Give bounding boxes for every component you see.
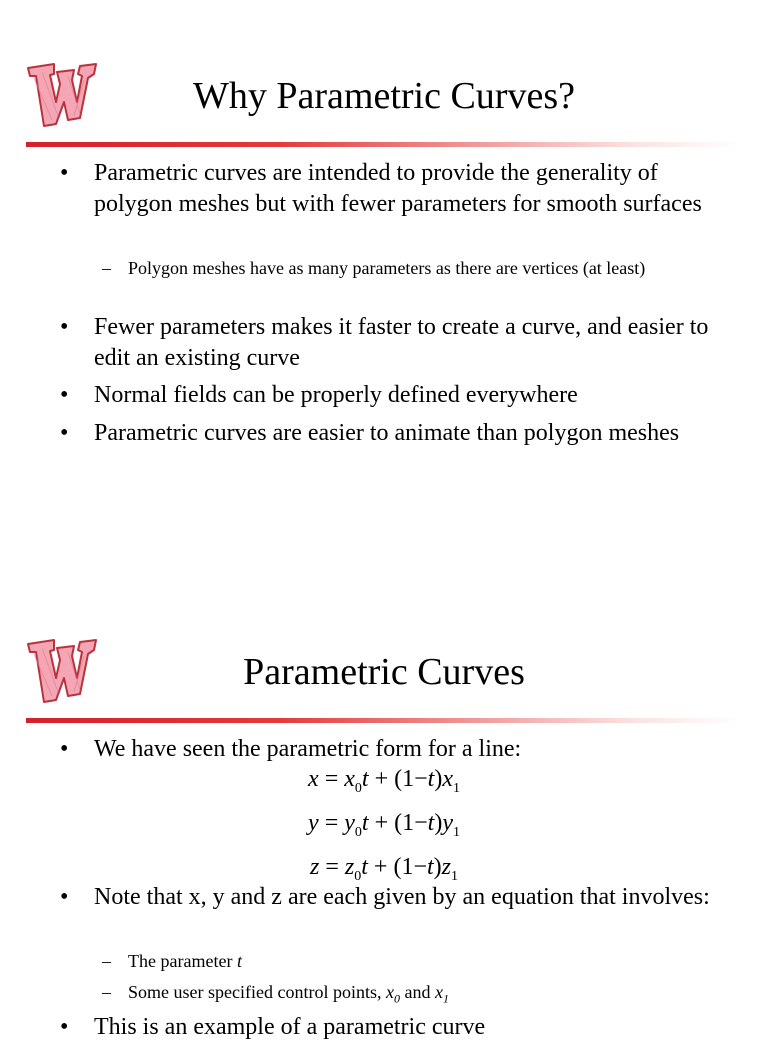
bullet-icon: • (60, 314, 69, 340)
dash-icon: – (102, 258, 111, 278)
title-rule (26, 142, 742, 147)
sub-bullet-text: The parameter t (128, 951, 242, 971)
bullet-text: Parametric curves are easier to animate than polygon meshes (94, 420, 680, 446)
bullet-text: Note that x, y and z are each given by an equation that involves: (94, 884, 710, 910)
bullet-text: Parametric curves are intended to provide the generality of polygon meshes but with fewer parameters for smooth surfaces (94, 160, 702, 217)
bullet-icon: • (60, 736, 69, 762)
slide-2 (0, 512, 768, 1040)
bullet-text: We have seen the parametric form for a line: (94, 736, 522, 762)
bullet-text: Normal fields can be properly defined everywhere (94, 382, 578, 408)
dash-icon: – (102, 951, 111, 971)
bullet-icon: • (60, 382, 69, 408)
equation-z: $z = z_0t + (1-t)z_1$ (310, 854, 458, 884)
bullet-icon: • (60, 1014, 69, 1040)
bullet-text: Fewer parameters makes it faster to create a curve, and easier to edit an existing curve (94, 314, 709, 371)
title-rule (26, 718, 742, 723)
slide-title: Parametric Curves (243, 651, 525, 693)
bullet-icon: • (60, 420, 69, 446)
sub-bullet-text: Some user specified control points, $x_0$ and $x_1$ (128, 982, 449, 1006)
slide-1 (0, 0, 768, 512)
bullet-icon: • (60, 884, 69, 910)
equation-x: $x = x_0t + (1-t)x_1$ (308, 766, 460, 796)
slide-title: Why Parametric Curves? (193, 75, 575, 117)
dash-icon: – (102, 982, 111, 1002)
equation-y: $y = y_0t + (1-t)y_1$ (308, 810, 460, 840)
bullet-text: This is an example of a parametric curve (94, 1014, 486, 1040)
sub-bullet-text: Polygon meshes have as many parameters as there are vertices (at least) (128, 258, 646, 278)
bullet-icon: • (60, 160, 69, 186)
